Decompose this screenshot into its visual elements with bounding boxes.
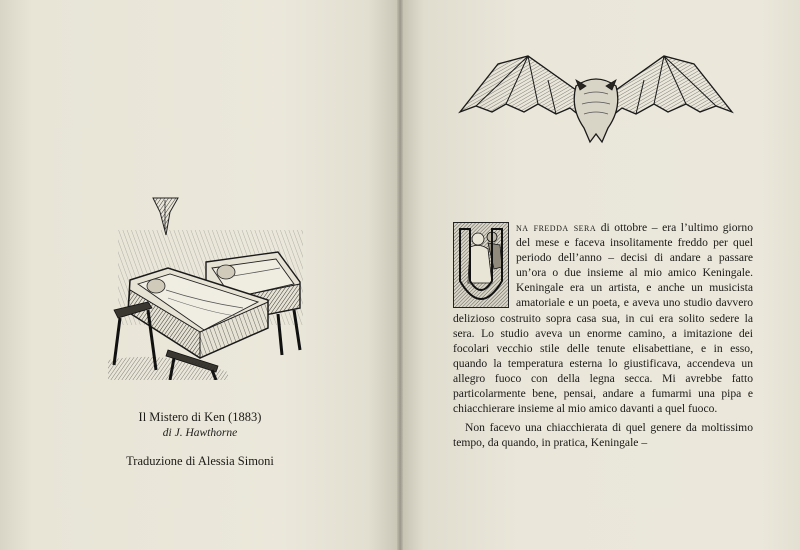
caption-author: di J. Hawthorne <box>162 427 238 439</box>
coffins-engraving <box>108 190 308 380</box>
paragraph-2: Non facevo una chiacchierata di quel genere da moltissimo tempo, da quando, in pratica, Keningale – <box>453 421 753 450</box>
drop-cap <box>453 222 509 308</box>
translation-credit: Traduzione di Alessia Simoni <box>126 454 274 468</box>
bat-engraving <box>458 50 734 145</box>
paragraph-1-text: di ottobre – era l’ultimo giorno del mese e faceva insolitamente freddo per quel periodo dell’anno – decisi di andare a passare un’ora o due insieme al mio amico Keningale. Keningale era un artista, e anche un musicista amatoriale e un poeta, e aveva uno studio davvero delizioso costruito sopra casa sua, in cui era solito sedere la sera. Lo studio aveva un enorme camino, a imitazione dei focolari vecchio stile delle tenute elisabettiane, e in esso, quando la temperatura esterna lo giustificava, accendeva un allegro fuoco con della legna secca. Mi avrebbe fatto particolarmente bene, pensai, andare a fumarmi una pipa e chiacchierare insieme al mio amico davanti a quel fuoco. <box>453 221 753 416</box>
caption-title: Il Mistero di Ken (1883) <box>138 410 262 424</box>
story-text <box>453 220 753 450</box>
book-gutter <box>397 0 403 550</box>
opening-small-caps: na fredda sera <box>516 221 597 234</box>
right-page <box>400 0 800 550</box>
